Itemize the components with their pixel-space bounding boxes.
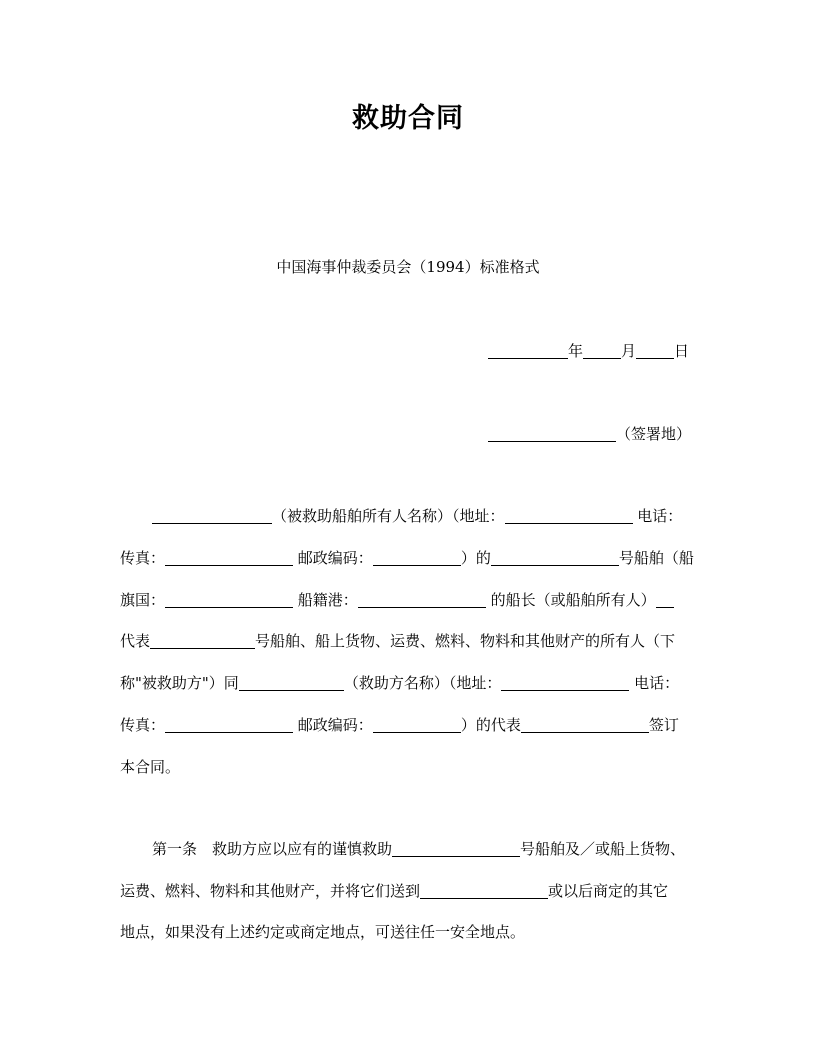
preamble-line-5 [120, 673, 679, 693]
year-label: 年 [568, 342, 584, 360]
preamble-text: 称"被救助方"）同 [120, 674, 239, 692]
preamble-text: 号船舶、船上货物、运费、燃料、物料和其他财产的所有人（下 [255, 632, 676, 650]
month-blank[interactable] [583, 342, 621, 359]
article-text: 或以后商定的其它 [548, 882, 669, 900]
preamble-line-4 [120, 631, 675, 651]
salvor-name-blank[interactable] [239, 674, 344, 691]
preamble-text: （救助方名称）（地址： [343, 674, 502, 692]
salved-owner-address-blank[interactable] [505, 507, 633, 524]
year-blank[interactable] [488, 342, 568, 359]
flag-state-blank[interactable] [165, 591, 293, 608]
preamble-text: 传真： [120, 549, 166, 567]
preamble-text: 号船舶（船 [618, 549, 694, 567]
salved-owner-postcode-blank[interactable] [373, 549, 461, 566]
preamble-text: 船籍港： [297, 591, 358, 609]
preamble-text: （被救助船舶所有人名称）（地址： [272, 507, 505, 525]
destination-blank[interactable] [420, 882, 548, 899]
vessel-name-blank[interactable] [491, 549, 619, 566]
preamble-text: 邮政编码： [297, 716, 373, 734]
preamble-line-1 [152, 506, 682, 526]
preamble-line-7 [120, 757, 180, 777]
date-line [488, 340, 689, 361]
preamble-text: 电话： [634, 674, 680, 692]
preamble-text: 旗国： [120, 591, 166, 609]
port-of-registry-blank[interactable] [358, 591, 486, 608]
document-title: 救助合同 [352, 103, 464, 134]
signing-place-blank[interactable] [488, 425, 616, 442]
day-label: 日 [674, 342, 690, 360]
salved-vessel-blank[interactable] [392, 840, 520, 857]
article-1-line-3 [120, 922, 525, 942]
article-text: 地点，如果没有上述约定或商定地点，可送往任一安全地点。 [120, 923, 526, 941]
article-1-line-2 [120, 881, 668, 901]
master-blank[interactable] [656, 591, 674, 608]
month-label: 月 [621, 342, 637, 360]
preamble-text: 本合同。 [120, 758, 181, 776]
signing-place-label: （签署地） [616, 425, 692, 443]
preamble-line-3 [120, 590, 674, 610]
article-text: 运费、燃料、物料和其他财产，并将它们送到 [120, 882, 421, 900]
day-blank[interactable] [636, 342, 674, 359]
article-text: 号船舶及／或船上货物、 [520, 840, 686, 858]
article-1-line-1 [152, 839, 685, 859]
preamble-text: 传真： [120, 716, 166, 734]
salvor-representative-blank[interactable] [521, 716, 649, 733]
salved-owner-name-blank[interactable] [152, 507, 272, 524]
document-subtitle: 中国海事仲裁委员会（1994）标准格式 [276, 258, 540, 276]
preamble-text: 代表 [120, 632, 151, 650]
salvor-postcode-blank[interactable] [373, 716, 461, 733]
preamble-line-6 [120, 715, 679, 735]
salvor-address-blank[interactable] [501, 674, 629, 691]
represented-vessel-blank[interactable] [150, 632, 255, 649]
preamble-text: 签订 [648, 716, 679, 734]
preamble-text: 邮政编码： [297, 549, 373, 567]
preamble-text: 电话： [637, 507, 683, 525]
salved-owner-fax-blank[interactable] [165, 549, 293, 566]
preamble-text: ）的代表 [460, 716, 521, 734]
preamble-text: ）的 [460, 549, 491, 567]
article-text: 第一条 救助方应以应有的谨慎救助 [152, 840, 393, 858]
signing-place-line [488, 423, 691, 444]
preamble-text: 的船长（或船舶所有人） [490, 591, 656, 609]
preamble-line-2 [120, 548, 694, 568]
salvor-fax-blank[interactable] [165, 716, 293, 733]
